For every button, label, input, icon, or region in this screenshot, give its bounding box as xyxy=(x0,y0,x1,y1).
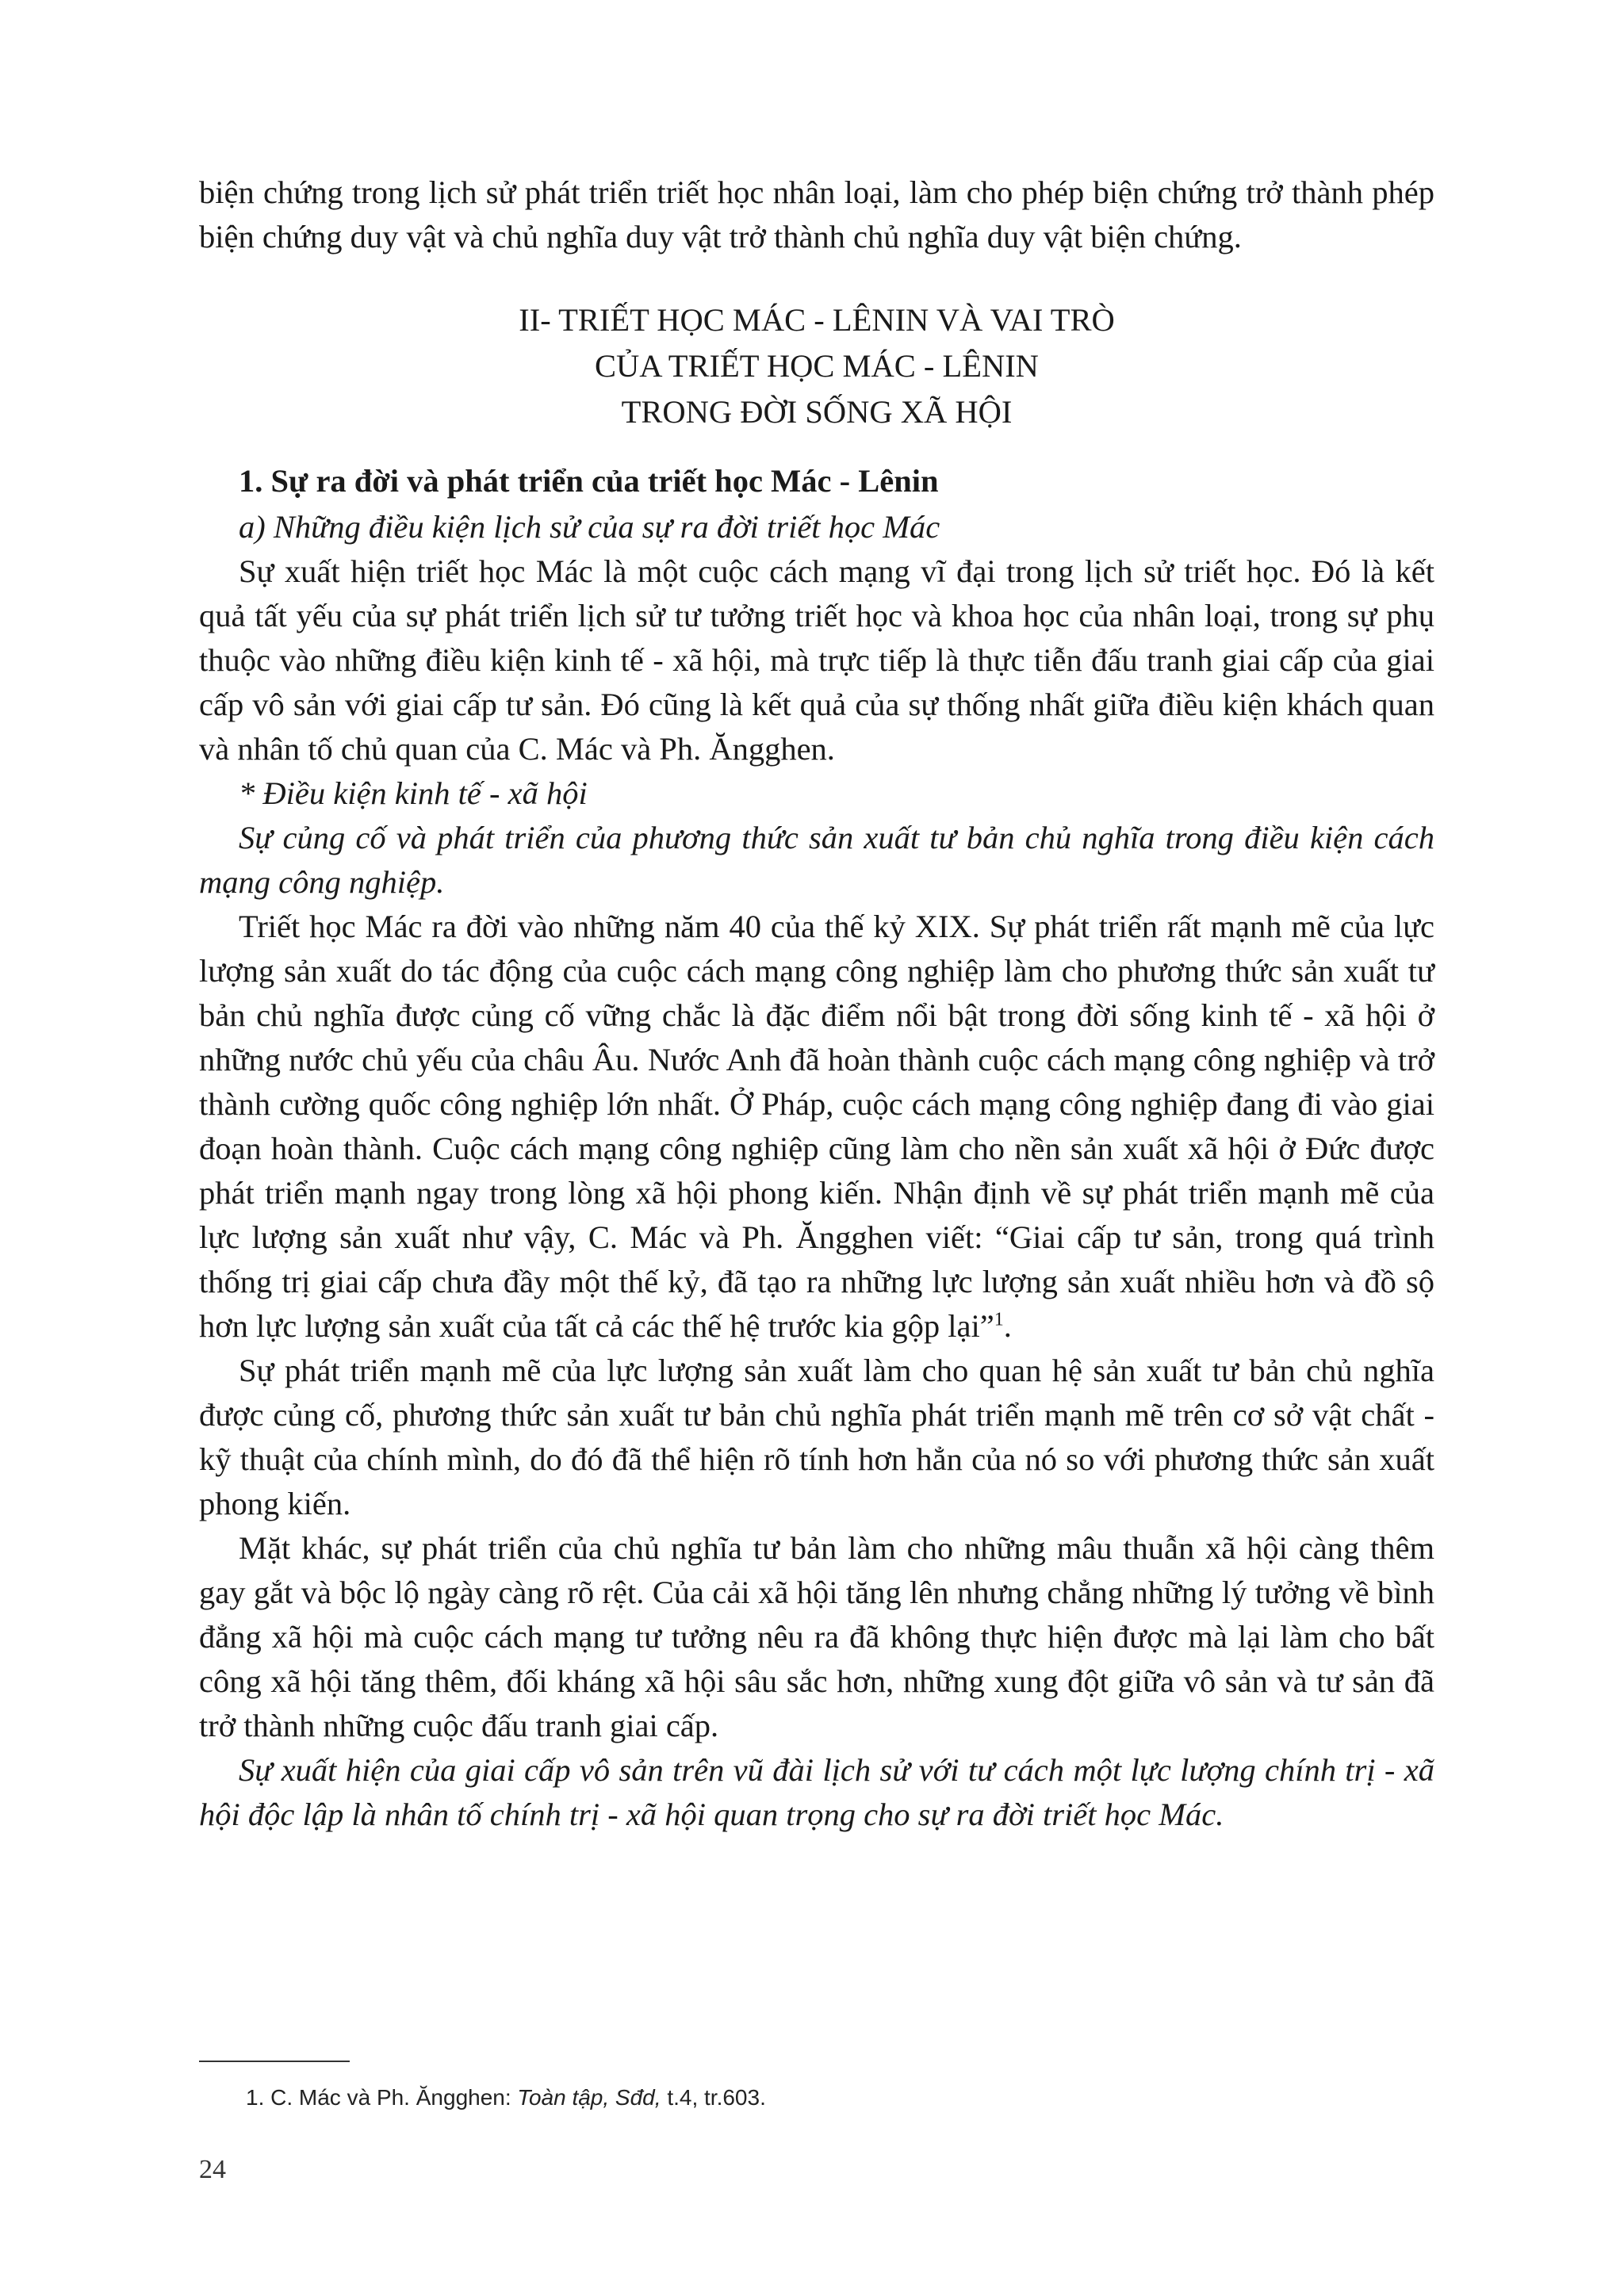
page-number: 24 xyxy=(199,2155,226,2184)
paragraph-6: Mặt khác, sự phát triển của chủ nghĩa tư bản làm cho những mâu thuẫn xã hội càng thêm gay gắt và bộc lộ ngày càng rõ rệt. Của cải xã hội tăng lên nhưng chẳng những lý tưởng về bình đẳng xã hội mà cuộc cách mạng tư tưởng nêu ra đã không thực hiện được mà lại làm cho bất công xã hội tăng thêm, đối kháng xã hội sâu sắc hơn, những xung đột giữa vô sản và tư sản đã trở thành những cuộc đấu tranh giai cấp. xyxy=(199,1530,1434,1743)
paragraph-1: Sự xuất hiện triết học Mác là một cuộc cách mạng vĩ đại trong lịch sử triết học. Đó là kết quả tất yếu của sự phát triển lịch sử tư tưởng triết học và khoa học của nhân loại, trong sự phụ thuộc vào những điều kiện kinh tế - xã hội, mà trực tiếp là thực tiễn đấu tranh giai cấp của giai cấp vô sản với giai cấp tư sản. Đó cũng là kết quả của sự thống nhất giữa điều kiện khách quan và nhân tố chủ quan của C. Mác và Ph. Ăngghen. xyxy=(199,553,1434,767)
footnote xyxy=(246,2084,766,2112)
footnote-suffix: t.4, tr.603. xyxy=(661,2085,766,2110)
chapter-heading-line1: II- TRIẾT HỌC MÁC - LÊNIN VÀ VAI TRÒ xyxy=(519,302,1115,338)
paragraph-5: Sự phát triển mạnh mẽ của lực lượng sản xuất làm cho quan hệ sản xuất tư bản chủ nghĩa được củng cố, phương thức sản xuất tư bản chủ nghĩa phát triển mạnh mẽ trên cơ sở vật chất - kỹ thuật của chính mình, do đó đã thể hiện rõ tính hơn hẳn của nó so với phương thức sản xuất phong kiến. xyxy=(199,1353,1434,1521)
paragraph-4 xyxy=(199,905,1434,1349)
paragraph-4-end: . xyxy=(1003,1308,1012,1344)
chapter-heading-line3: TRONG ĐỜI SỐNG XÃ HỘI xyxy=(621,394,1013,430)
footnote-ref[interactable]: 1 xyxy=(994,1309,1004,1330)
paragraph-3: Sự củng cố và phát triển của phương thức sản xuất tư bản chủ nghĩa trong điều kiện cách mạng công nghiệp. xyxy=(199,820,1434,900)
paragraph-7: Sự xuất hiện của giai cấp vô sản trên vũ đài lịch sử với tư cách một lực lượng chính trị - xã hội độc lập là nhân tố chính trị - xã hội quan trọng cho sự ra đời triết học Mác. xyxy=(199,1752,1434,1832)
paragraph-continuation: biện chứng trong lịch sử phát triển triết học nhân loại, làm cho phép biện chứng trở thành phép biện chứng duy vật và chủ nghĩa duy vật trở thành chủ nghĩa duy vật biện chứng. xyxy=(199,174,1434,254)
footnote-divider xyxy=(199,2061,350,2062)
chapter-heading xyxy=(199,297,1434,435)
chapter-heading-line2: CỦA TRIẾT HỌC MÁC - LÊNIN xyxy=(595,348,1039,384)
section-title: 1. Sự ra đời và phát triển của triết học Mác - Lênin xyxy=(239,463,939,499)
footnote-title: Toàn tập, Sđd, xyxy=(517,2085,661,2110)
subsection-title: a) Những điều kiện lịch sử của sự ra đời triết học Mác xyxy=(239,509,940,545)
footnote-prefix: 1. C. Mác và Ph. Ăngghen: xyxy=(246,2085,518,2110)
body-text xyxy=(199,170,1434,1837)
paragraph-4-text: Triết học Mác ra đời vào những năm 40 của thế kỷ XIX. Sự phát triển rất mạnh mẽ của lực lượng sản xuất do tác động của cuộc cách mạng công nghiệp làm cho phương thức sản xuất tư bản chủ nghĩa được củng cố vững chắc là đặc điểm nổi bật trong đời sống kinh tế - xã hội ở những nước chủ yếu của châu Âu. Nước Anh đã hoàn thành cuộc cách mạng công nghiệp và trở thành cường quốc công nghiệp lớn nhất. Ở Pháp, cuộc cách mạng công nghiệp đang đi vào giai đoạn hoàn thành. Cuộc cách mạng công nghiệp cũng làm cho nền sản xuất xã hội ở Đức được phát triển mạnh ngay trong lòng xã hội phong kiến. Nhận định về sự phát triển mạnh mẽ của lực lượng sản xuất như vậy, C. Mác và Ph. Ăngghen viết: “Giai cấp tư sản, trong quá trình thống trị giai cấp chưa đầy một thế kỷ, đã tạo ra những lực lượng sản xuất nhiều hơn và đồ sộ hơn lực lượng sản xuất của tất cả các thế hệ trước kia gộp lại” xyxy=(199,909,1434,1344)
paragraph-2: * Điều kiện kinh tế - xã hội xyxy=(239,775,588,811)
